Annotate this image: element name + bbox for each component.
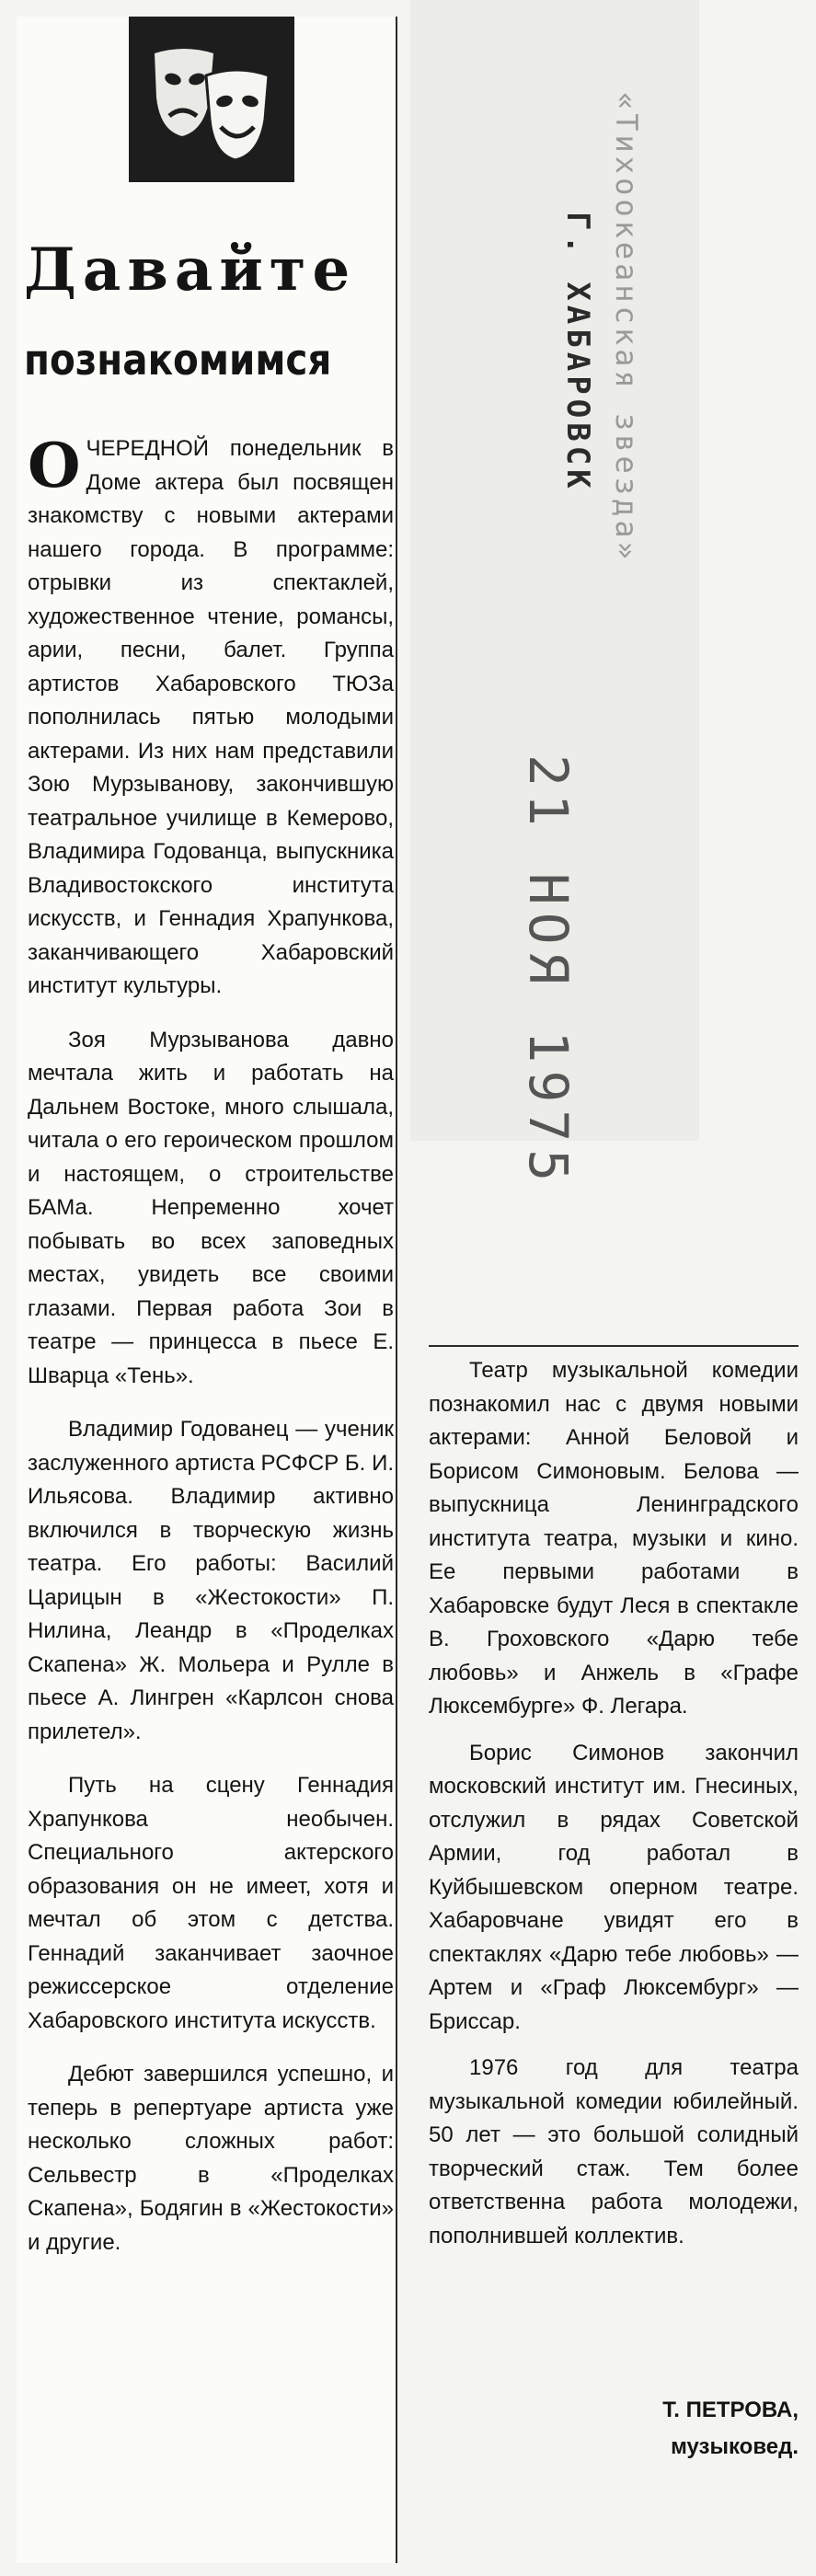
stamp-date: 21 НОЯ 1975 xyxy=(517,754,580,1190)
article-paragraph: 1976 год для театра музыкальной комедии юбилейный. 50 лет — это большой солидный творческий стаж. Тем более ответственна работа молодежи, пополнившей коллектив. xyxy=(429,2055,799,2248)
stamp-faded-text: «Тихоокеанская звезда» xyxy=(609,92,644,563)
article-paragraph: Театр музыкальной комедии познакомил нас с двумя новыми актерами: Анной Беловой и Борисом Симоновым. Белова — выпускница Ленинградского института театра, музыки и кино. Ее первыми работами в Хабаровске будут Леся в спектакле В. Гроховского «Дарю тебе любовь» и Анжель в «Графе Люксембурге» Ф. Легара. xyxy=(429,1358,799,1719)
article-paragraph: Дебют завершился успешно, и теперь в репертуаре артиста уже несколько сложных работ: Сельвестр в «Проделках Скапена», Бодягин в «Жестокости» и другие. xyxy=(28,2062,394,2255)
author-name: Т. ПЕТРОВА, xyxy=(662,2398,799,2422)
stamp-city: Г. ХАБАРОВСК xyxy=(559,212,596,493)
article-paragraph xyxy=(28,432,394,1004)
theater-masks-icon xyxy=(129,17,294,182)
theater-masks-logo xyxy=(129,17,294,182)
drop-cap: О xyxy=(28,430,81,501)
article-subheadline: познакомимся xyxy=(24,335,332,385)
article-column-left xyxy=(28,432,394,2260)
article-paragraph: Путь на сцену Геннадия Храпункова необычен. Специального актерского образования он не имеет, хотя и мечтал об этом с детства. Геннадий заканчивает заочное режиссерское отделение Хабаровского института искусств. xyxy=(28,1773,394,2033)
article-column-right xyxy=(429,1345,799,2253)
article-paragraph: Зоя Мурзыванова давно мечтала жить и работать на Дальнем Востоке, много слышала, читала о его героическом прошлом и настоящем, о строительстве БАМа. Непременно хочет побывать во всех заповедных местах, увидеть все своими глазами. Первая работа Зои в театре — принцесса в пьесе Е. Шварца «Тень». xyxy=(28,1027,394,1388)
author-role: музыковед. xyxy=(671,2434,799,2459)
author-signature xyxy=(429,2392,799,2466)
paragraph-text: ЧЕРЕДНОЙ понедельник в Доме актера был посвящен знакомству с новыми актерами нашего города. В программе: отрывки из спектаклей, художественное чтение, романсы, арии, песни, балет. Группа артистов Хабаровского ТЮЗа пополнилась пятью молодыми актерами. Из них нам представили Зою Мурзыванову, закончившую театральное училище в Кемерово, Владимира Годованца, выпускника Владивостокского института искусств, и Геннадия Храпункова, заканчивающего Хабаровский институт культуры. xyxy=(28,436,394,998)
article-headline: Давайте xyxy=(24,236,357,305)
article-paragraph: Борис Симонов закончил московский институт им. Гнесиных, отслужил в рядах Советской Армии, год работал в Куйбышевском оперном театре. Хабаровчане увидят его в спектаклях «Дарю тебе любовь» — Артем и «Граф Люксембург» — Бриссар. xyxy=(429,1740,799,2034)
article-paragraph: Владимир Годованец — ученик заслуженного артиста РСФСР Б. И. Ильясова. Владимир активно включился в творческую жизнь театра. Его работы: Василий Царицын в «Жестокости» П. Нилина, Леандр в «Проделках Скапена» Ж. Мольера и Рулле в пьесе А. Лингрен «Карлсон снова прилетел». xyxy=(28,1417,394,1744)
